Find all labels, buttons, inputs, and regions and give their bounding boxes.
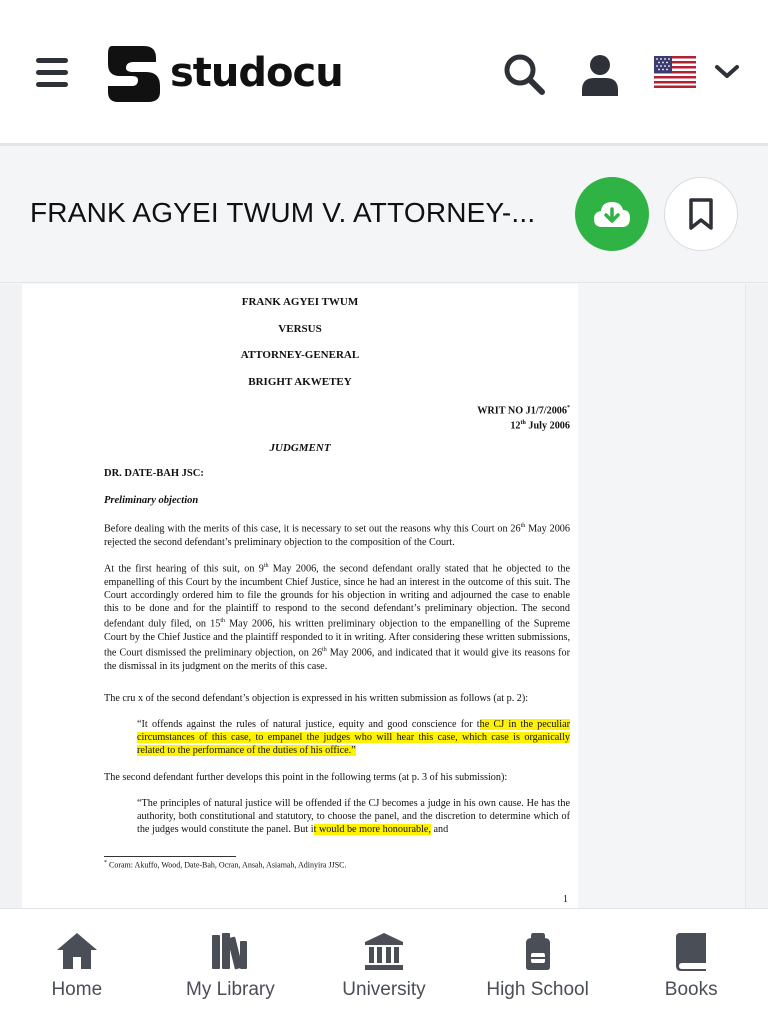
nav-university[interactable] <box>307 909 461 1024</box>
home-icon <box>55 931 99 971</box>
user-icon[interactable] <box>580 54 620 101</box>
library-icon <box>210 931 250 971</box>
paragraph-2: At the first hearing of this suit, on 9th May 2006, the second defendant orally stated that he objected to the empanelling of this Court by the incumbent Chief Justice, since he had an interest in the outcome of this suit. The Court accordingly ordered him to file the grounds for his objection in writing and adjourned the case to enable this to be done and for the plaintiff to respond to the second defendant’s preliminary objection. The second defendant duly filed, on 15th May 2006, his written preliminary objection to the empanelling of the Supreme Court by the Chief Justice and the plaintiff responded to it in writing. After considering these written submissions, the Court dismissed the preliminary objection, on 26th May 2006, and indicated that it would give its reasons for the dismissal in its judgment on the merits of this case. <box>104 563 570 672</box>
paragraph-3: The cru x of the second defendant’s objection is expressed in his written submission as follows (at p. 2): <box>104 693 529 704</box>
bottom-navigation <box>0 908 768 1024</box>
menu-icon[interactable] <box>34 56 72 90</box>
studocu-logo-mark-icon <box>104 42 162 104</box>
nav-books[interactable] <box>614 909 768 1024</box>
document-viewer[interactable] <box>0 284 768 908</box>
party-heading-2: VERSUS <box>278 323 322 335</box>
bookmark-icon <box>688 197 714 231</box>
backpack-icon <box>520 931 556 971</box>
chevron-down-icon <box>712 62 742 82</box>
highlight-2: t would be more honourable, <box>313 824 431 836</box>
language-selector[interactable] <box>654 56 742 88</box>
nav-home[interactable] <box>0 909 154 1024</box>
studocu-logo[interactable] <box>104 42 343 104</box>
nav-label-university: University <box>342 979 426 1000</box>
judgment-heading: JUDGMENT <box>269 442 331 454</box>
footnote-rule <box>104 856 236 857</box>
logo-text: studocu <box>170 50 343 96</box>
party-heading-1: FRANK AGYEI TWUM <box>241 296 359 308</box>
document-title: FRANK AGYEI TWUM V. ATTORNEY-... <box>30 197 536 228</box>
book-icon <box>674 931 708 971</box>
page-margin-area <box>578 284 746 908</box>
quote-2: “The principles of natural justice will be offended if the CJ becomes a judge in his own cause. He has the authority, both constitutional and statutory, to choose the panel, and the discretion to determine which of the judges would constitute the panel. But it would be more honourable, and <box>137 798 570 836</box>
writ-info: WRIT NO J1/7/2006* 12th July 2006 <box>477 405 570 432</box>
search-icon[interactable] <box>502 52 546 101</box>
us-flag-icon <box>654 56 696 88</box>
nav-high-school[interactable] <box>461 909 615 1024</box>
judge-name: DR. DATE-BAH JSC: <box>104 468 204 479</box>
download-button[interactable] <box>575 177 649 251</box>
party-heading-3: ATTORNEY-GENERAL <box>240 349 360 361</box>
university-icon <box>363 931 405 971</box>
document-page <box>22 284 578 908</box>
document-title-bar <box>0 149 768 283</box>
page-number: 1 <box>563 894 568 905</box>
footnote: * Coram: Akuffo, Wood, Date-Bah, Ocran, Ansah, Asiamah, Adinyira JJSC. <box>104 860 347 870</box>
top-header <box>0 0 768 146</box>
writ-number: WRIT NO J1/7/2006 <box>477 405 567 417</box>
party-heading-4: BRIGHT AKWETEY <box>248 376 352 388</box>
nav-label-books: Books <box>664 979 718 1000</box>
highlight-1: he CJ in the peculiar circumstances of this case, to empanel the judges who will hear this case, which case is organically related to the performance of the duties of his office.” <box>137 719 570 757</box>
paragraph-1: Before dealing with the merits of this case, it is necessary to set out the reasons why this Court on 26th May 2006 rejected the second defendant’s preliminary objection to the composition of the Court. <box>104 523 570 548</box>
quote-1: “It offends against the rules of natural justice, equity and good conscience for the CJ in the peculiar circumstances of this case, to empanel the judges who will hear this case, which case is organically related to the performance of the duties of his office.” <box>137 719 570 757</box>
bookmark-button[interactable] <box>664 177 738 251</box>
nav-my-library[interactable] <box>154 909 308 1024</box>
paragraph-4: The second defendant further develops this point in the following terms (at p. 3 of his submission): <box>104 772 508 783</box>
cloud-download-icon <box>592 199 632 229</box>
nav-label-my-library: My Library <box>186 979 275 1000</box>
nav-label-home: Home <box>51 979 103 1000</box>
subheading: Preliminary objection <box>104 495 199 506</box>
nav-label-high-school: High School <box>486 979 589 1000</box>
